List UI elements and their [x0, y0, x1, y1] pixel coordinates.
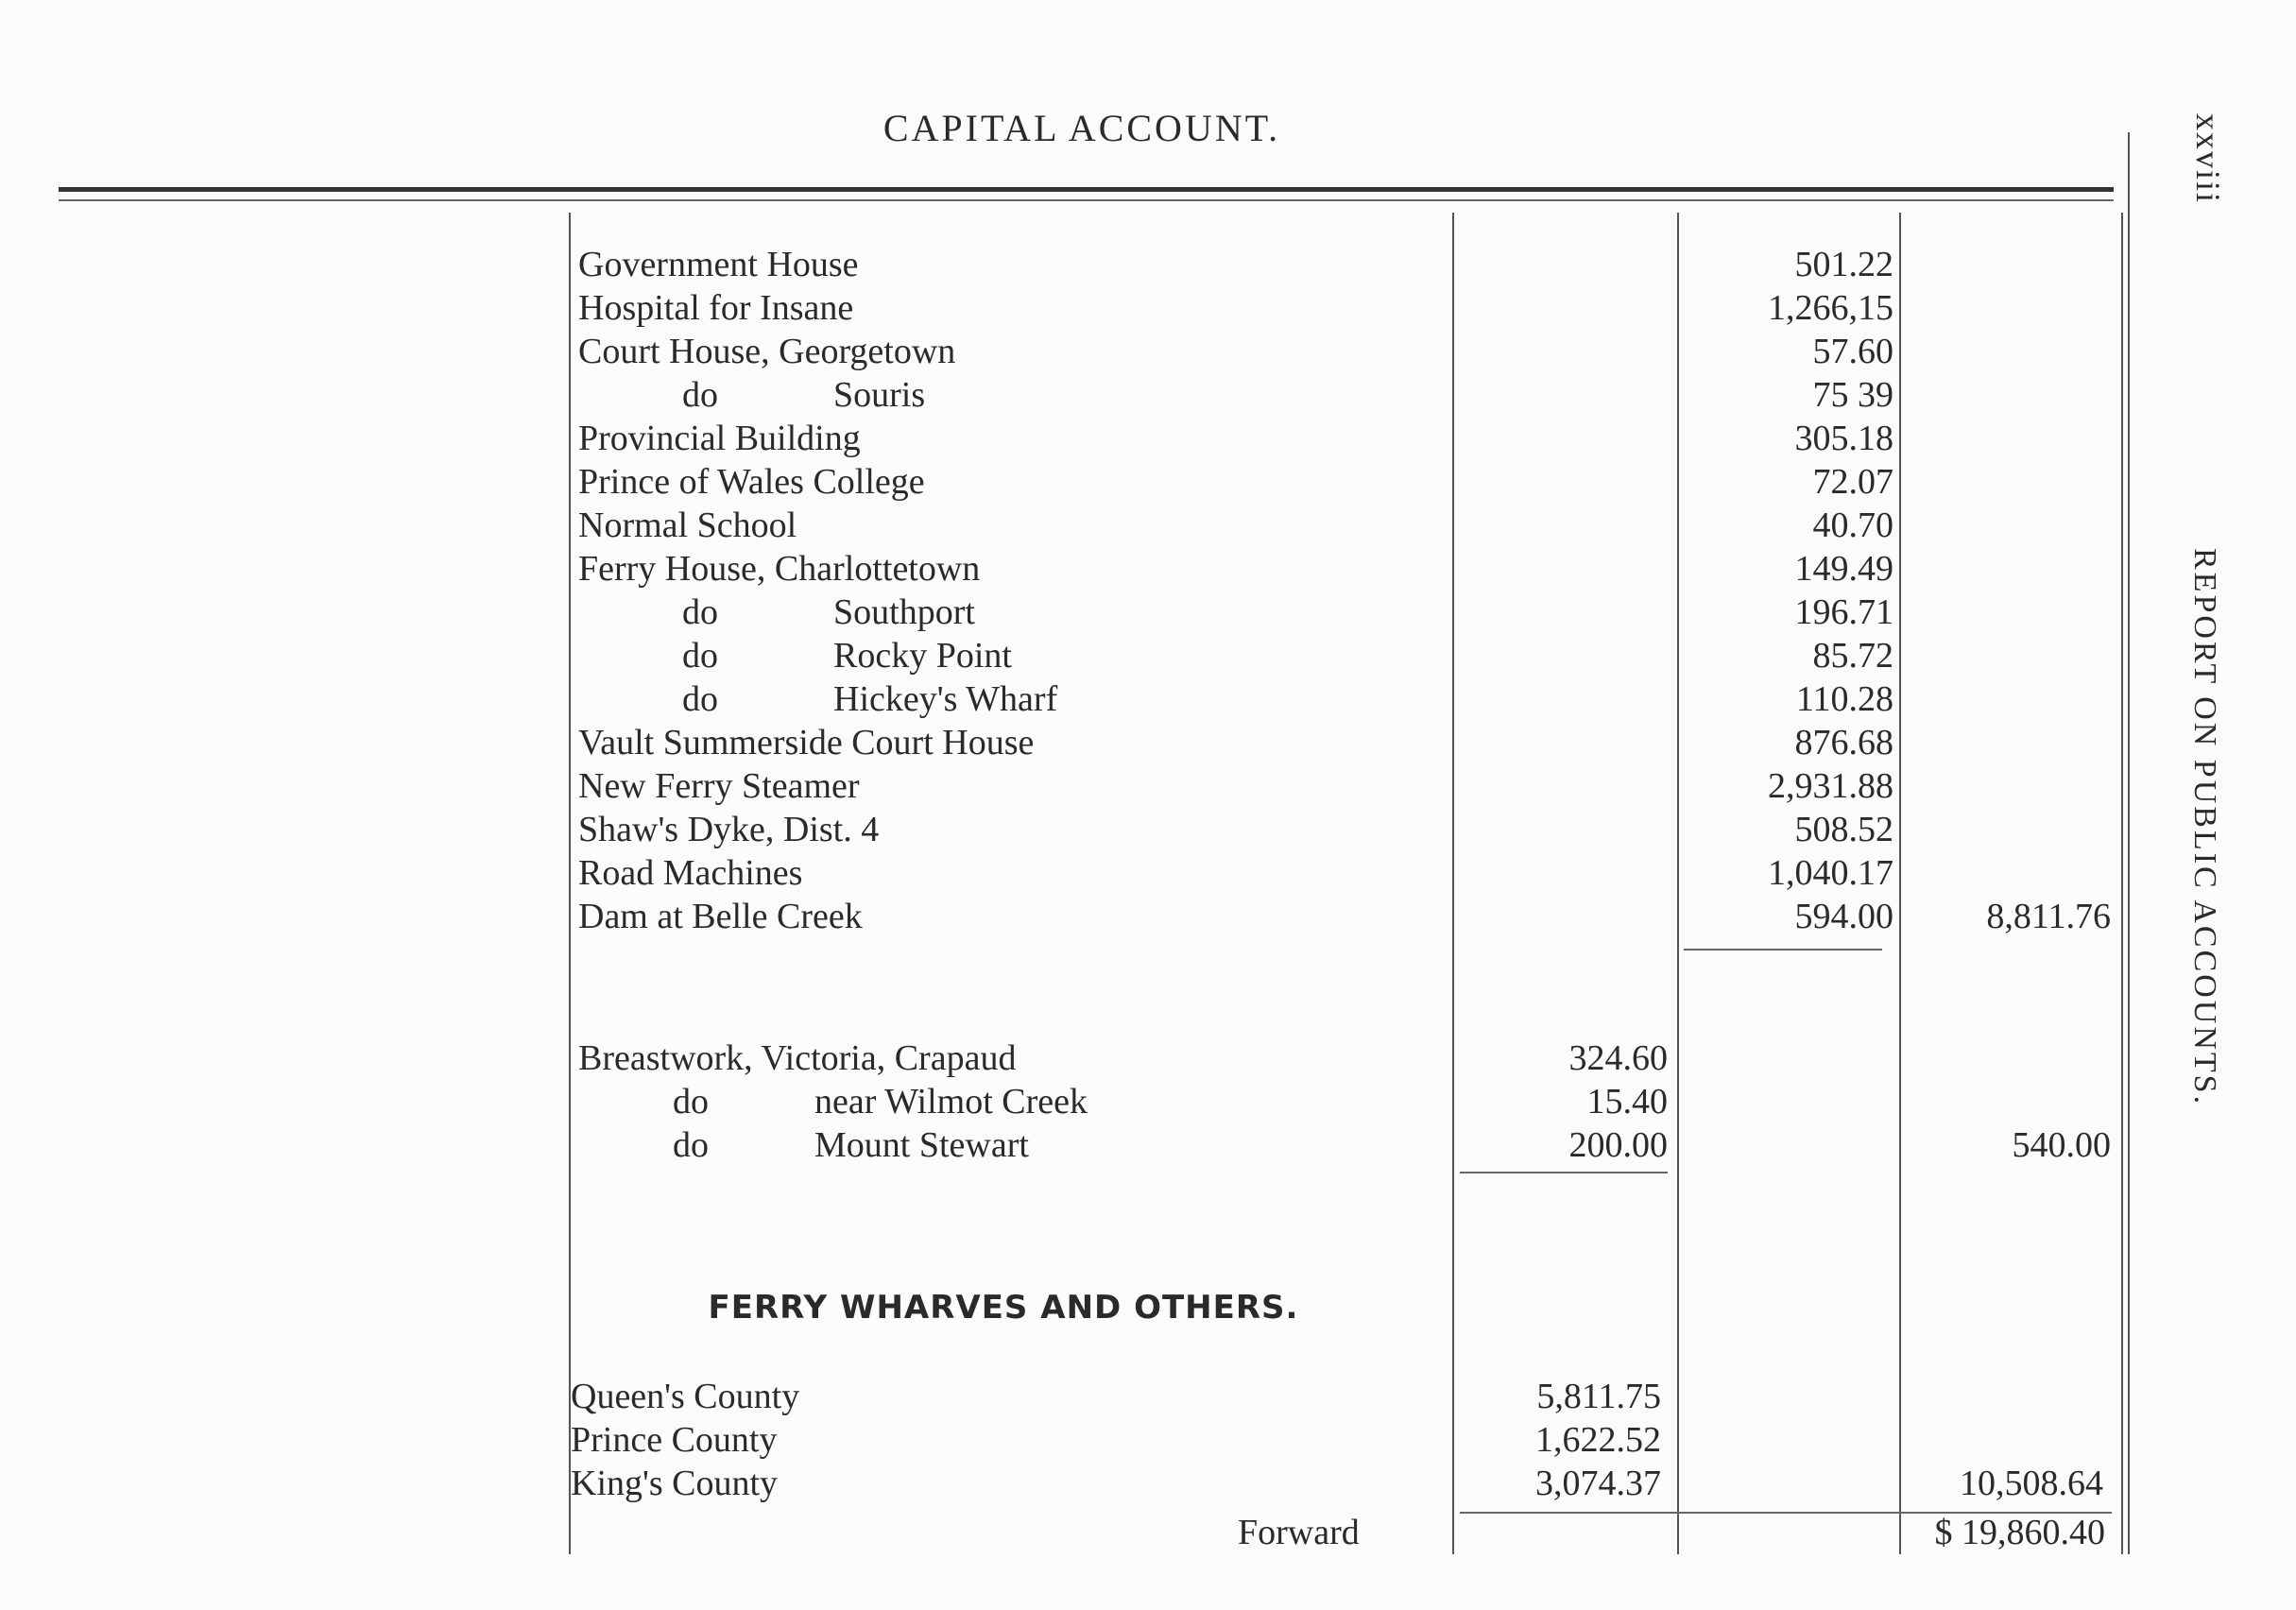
item-amount: 110.28	[1795, 679, 1893, 719]
item-amount: 501.22	[1794, 245, 1893, 284]
item-label: Hospital for Insane	[578, 288, 854, 328]
list-item	[0, 591, 2296, 635]
item-amount: 876.68	[1794, 723, 1893, 762]
section3-total: 10,508.64	[1960, 1464, 2103, 1503]
item-label: Prince of Wales College	[578, 462, 925, 502]
header-rule-thick	[59, 187, 2114, 192]
item-label: Breastwork, Victoria, Crapaud	[578, 1038, 1017, 1078]
list-item	[0, 1419, 2296, 1463]
item-label: Hickey's Wharf	[833, 679, 1058, 719]
item-amount: 508.52	[1794, 810, 1893, 849]
item-label: Shaw's Dyke, Dist. 4	[578, 810, 880, 849]
list-item	[0, 809, 2296, 852]
ditto-mark: do	[673, 1125, 709, 1165]
item-amount: 305.18	[1794, 419, 1893, 458]
list-item	[0, 548, 2296, 591]
ditto-mark: do	[682, 636, 718, 676]
item-label: Dam at Belle Creek	[578, 897, 863, 936]
list-item	[0, 1081, 2296, 1124]
item-amount: 324.60	[1568, 1038, 1668, 1078]
list-item	[0, 1037, 2296, 1081]
item-amount: 594.00	[1794, 897, 1893, 936]
forward-label: Forward	[1238, 1513, 1360, 1552]
item-amount: 72.07	[1812, 462, 1893, 502]
item-amount: 149.49	[1794, 549, 1893, 589]
list-item	[0, 244, 2296, 287]
side-title: REPORT ON PUBLIC ACCOUNTS.	[2187, 548, 2222, 1107]
item-label: near Wilmot Creek	[814, 1082, 1088, 1122]
section2-subtotal-rule	[1460, 1172, 1668, 1173]
item-label: Queen's County	[571, 1377, 800, 1416]
list-item	[0, 331, 2296, 374]
item-label: Souris	[833, 375, 926, 415]
item-amount: 1,266,15	[1768, 288, 1893, 328]
list-item	[0, 678, 2296, 722]
ditto-mark: do	[673, 1082, 709, 1122]
item-amount: 196.71	[1794, 592, 1893, 632]
item-label: Vault Summerside Court House	[578, 723, 1035, 762]
item-label: Ferry House, Charlottetown	[578, 549, 981, 589]
item-amount: 15.40	[1586, 1082, 1668, 1122]
header-rule-thin	[59, 199, 2114, 201]
list-item	[0, 852, 2296, 896]
item-amount: 85.72	[1812, 636, 1893, 676]
list-item	[0, 1376, 2296, 1419]
list-item	[0, 1124, 2296, 1168]
item-label: Rocky Point	[833, 636, 1012, 676]
page-number: xxviii	[2189, 113, 2227, 205]
item-amount: 200.00	[1568, 1125, 1668, 1165]
list-item	[0, 1463, 2296, 1506]
item-label: Mount Stewart	[814, 1125, 1029, 1165]
item-label: New Ferry Steamer	[578, 766, 860, 806]
item-label: Government House	[578, 245, 859, 284]
item-label: Road Machines	[578, 853, 803, 893]
item-amount: 1,040.17	[1768, 853, 1893, 893]
item-label: Southport	[833, 592, 975, 632]
item-amount: 5,811.75	[1536, 1377, 1661, 1416]
section1-total: 8,811.76	[1986, 897, 2111, 936]
item-amount: 2,931.88	[1768, 766, 1893, 806]
section1-subtotal-rule	[1684, 949, 1882, 951]
ditto-mark: do	[682, 592, 718, 632]
section2-total: 540.00	[2012, 1125, 2111, 1165]
forward-amount: $ 19,860.40	[1934, 1513, 2105, 1552]
item-amount: 40.70	[1812, 505, 1893, 545]
list-item	[0, 722, 2296, 765]
list-item	[0, 287, 2296, 331]
item-amount: 75 39	[1812, 375, 1893, 415]
list-item	[0, 635, 2296, 678]
item-label: King's County	[571, 1464, 779, 1503]
page-title: CAPITAL ACCOUNT.	[882, 107, 1281, 149]
list-item	[0, 374, 2296, 418]
item-amount: 3,074.37	[1535, 1464, 1661, 1503]
ditto-mark: do	[682, 375, 718, 415]
list-item	[0, 418, 2296, 461]
list-item	[0, 505, 2296, 548]
list-item	[0, 896, 2296, 939]
item-label: Court House, Georgetown	[578, 332, 956, 371]
list-item	[0, 461, 2296, 505]
item-amount: 1,622.52	[1535, 1420, 1661, 1460]
item-amount: 57.60	[1812, 332, 1893, 371]
ditto-mark: do	[682, 679, 718, 719]
item-label: Prince County	[571, 1420, 778, 1460]
item-label: Normal School	[578, 505, 797, 545]
item-label: Provincial Building	[578, 419, 861, 458]
section3-heading: FERRY WHARVES AND OTHERS.	[708, 1289, 1299, 1327]
list-item	[0, 765, 2296, 809]
